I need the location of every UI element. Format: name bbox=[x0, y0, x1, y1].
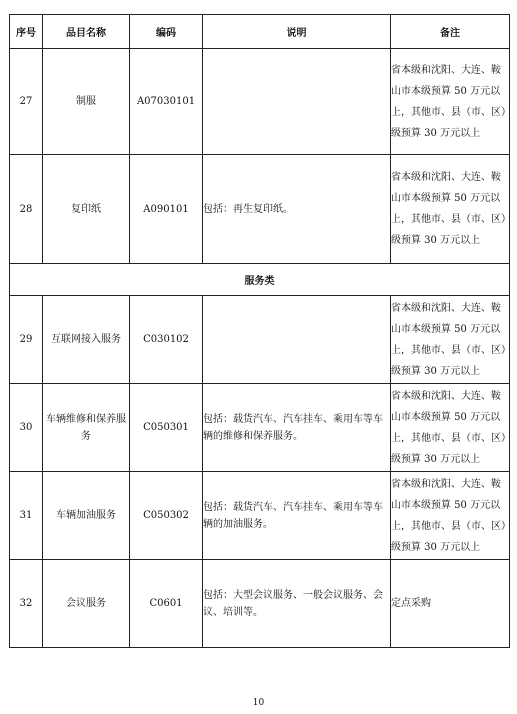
row-remarks: 省本级和沈阳、大连、鞍山市本级预算 50 万元以上，其他市、县（市、区）级预算 30 万元以上 bbox=[391, 384, 510, 472]
header-name: 品目名称 bbox=[43, 15, 130, 49]
row-code: C030102 bbox=[130, 296, 203, 384]
header-index: 序号 bbox=[10, 15, 43, 49]
row-index: 28 bbox=[10, 155, 43, 264]
table-row bbox=[10, 49, 510, 155]
row-description: 包括：大型会议服务、一般会议服务、会议、培训等。 bbox=[203, 560, 391, 648]
row-description: 包括：再生复印纸。 bbox=[203, 155, 391, 264]
table-row bbox=[10, 384, 510, 472]
row-code: C0601 bbox=[130, 560, 203, 648]
header-remarks: 备注 bbox=[391, 15, 510, 49]
row-code: A07030101 bbox=[130, 49, 203, 155]
row-remarks: 省本级和沈阳、大连、鞍山市本级预算 50 万元以上，其他市、县（市、区）级预算 30 万元以上 bbox=[391, 49, 510, 155]
header-description: 说明 bbox=[203, 15, 391, 49]
row-description: 包括：载货汽车、汽车挂车、乘用车等车辆的维修和保养服务。 bbox=[203, 384, 391, 472]
row-description bbox=[203, 49, 391, 155]
table-row bbox=[10, 472, 510, 560]
row-index: 30 bbox=[10, 384, 43, 472]
row-remarks: 省本级和沈阳、大连、鞍山市本级预算 50 万元以上，其他市、县（市、区）级预算 30 万元以上 bbox=[391, 155, 510, 264]
row-name: 制服 bbox=[43, 49, 130, 155]
row-name: 复印纸 bbox=[43, 155, 130, 264]
table-row bbox=[10, 155, 510, 264]
row-remarks: 定点采购 bbox=[391, 560, 510, 648]
row-index: 29 bbox=[10, 296, 43, 384]
table-row bbox=[10, 296, 510, 384]
page-number: 10 bbox=[252, 698, 265, 708]
row-remarks: 省本级和沈阳、大连、鞍山市本级预算 50 万元以上，其他市、县（市、区）级预算 30 万元以上 bbox=[391, 296, 510, 384]
row-remarks: 省本级和沈阳、大连、鞍山市本级预算 50 万元以上，其他市、县（市、区）级预算 30 万元以上 bbox=[391, 472, 510, 560]
row-code: C050301 bbox=[130, 384, 203, 472]
row-index: 31 bbox=[10, 472, 43, 560]
row-code: C050302 bbox=[130, 472, 203, 560]
header-row bbox=[10, 15, 510, 49]
row-index: 27 bbox=[10, 49, 43, 155]
table-row bbox=[10, 560, 510, 648]
section-row bbox=[10, 264, 510, 296]
row-code: A090101 bbox=[130, 155, 203, 264]
header-code: 编码 bbox=[130, 15, 203, 49]
row-name: 互联网接入服务 bbox=[43, 296, 130, 384]
row-description: 包括：载货汽车、汽车挂车、乘用车等车辆的加油服务。 bbox=[203, 472, 391, 560]
row-name: 车辆维修和保养服务 bbox=[43, 384, 130, 472]
section-label: 服务类 bbox=[10, 264, 510, 296]
row-name: 会议服务 bbox=[43, 560, 130, 648]
row-index: 32 bbox=[10, 560, 43, 648]
row-name: 车辆加油服务 bbox=[43, 472, 130, 560]
procurement-catalog-table bbox=[9, 14, 510, 648]
row-description bbox=[203, 296, 391, 384]
